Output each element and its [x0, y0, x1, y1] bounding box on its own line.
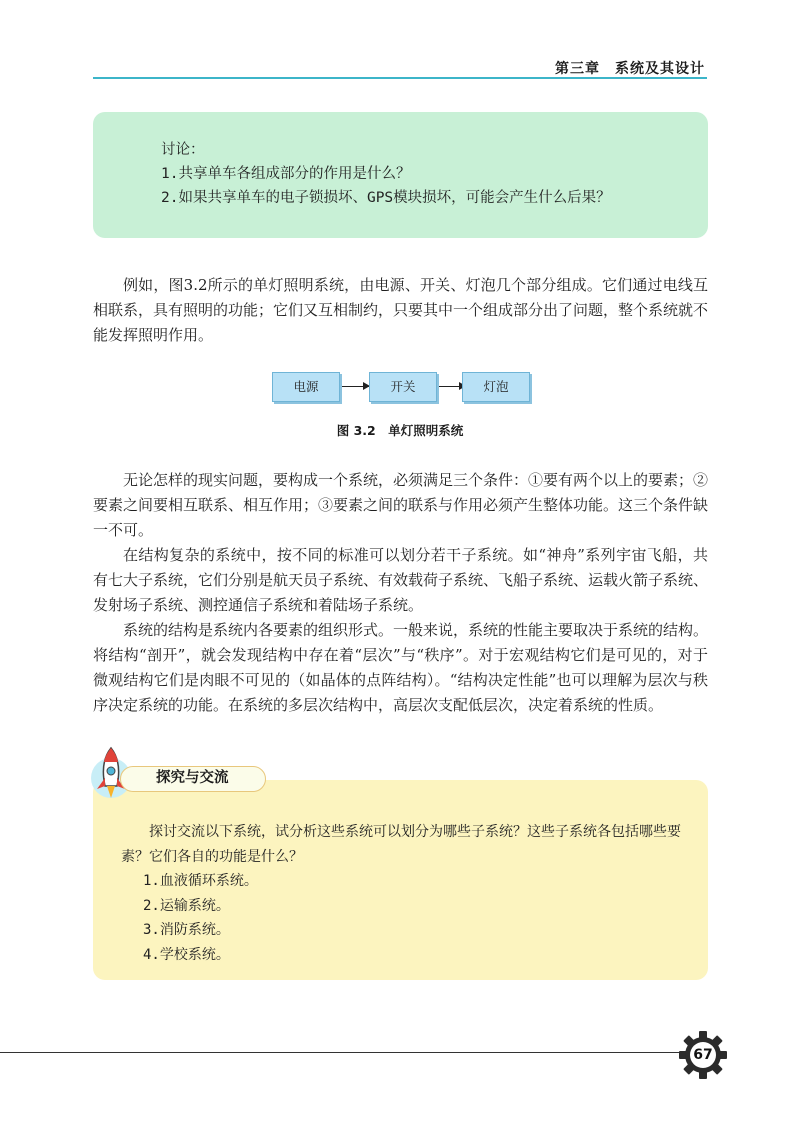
flow-arrow-1	[342, 386, 369, 387]
explore-tag: 探究与交流	[120, 766, 266, 792]
explore-intro: 探讨交流以下系统，试分析这些系统可以划分为哪些子系统？这些子系统各包括哪些要素？它们各自的功能是什么？	[121, 824, 681, 865]
explore-content	[93, 820, 708, 967]
paragraph-structure: 系统的结构是系统内各要素的组织形式。一般来说，系统的性能主要取决于系统的结构。将结构“剖开”，就会发现结构中存在着“层次”与“秩序”。对于宏观结构它们是可见的，对于微观结构它们是肉眼不可见的（如晶体的点阵结构）。“结构决定性能”也可以理解为层次与秩序决定系统的功能。在系统的多层次结构中，高层次支配低层次，决定着系统的性质。	[93, 621, 709, 714]
paragraph-conditions: 无论怎样的现实问题，要构成一个系统，必须满足三个条件：①要有两个以上的要素；②要素之间要相互联系、相互作用；③要素之间的联系与作用必须产生整体功能。这三个条件缺一不可。	[93, 471, 709, 539]
discussion-question-2: 2.如果共享单车的电子锁损坏、GPS模块损坏，可能会产生什么后果？	[161, 190, 611, 206]
paragraph-example: 例如，图3.2所示的单灯照明系统，由电源、开关、灯泡几个部分组成。它们通过电线互相联系，具有照明的功能；它们又互相制约，只要其中一个组成部分出了问题，整个系统就不能发挥照明作用。	[93, 276, 709, 344]
flow-box-switch: 开关	[369, 372, 437, 402]
explore-item-3: 3.消防系统。	[143, 922, 230, 938]
header-rule	[93, 77, 707, 79]
discussion-box	[93, 112, 708, 238]
explore-item-1: 1.血液循环系统。	[143, 873, 258, 889]
discussion-question-1: 1.共享单车各组成部分的作用是什么？	[161, 166, 411, 182]
footer-rule	[0, 1052, 690, 1053]
explore-item-4: 4.学校系统。	[143, 946, 230, 963]
paragraph-subsystems: 在结构复杂的系统中，按不同的标准可以划分若干子系统。如“神舟”系列宇宙飞船，共有七大子系统，它们分别是航天员子系统、有效载荷子系统、飞船子系统、运载火箭子系统、发射场子系统、测控通信子系统和着陆场子系统。	[93, 546, 709, 614]
page-number: 67	[693, 1047, 713, 1063]
flow-box-bulb: 灯泡	[462, 372, 530, 402]
chapter-title: 第三章 系统及其设计	[555, 61, 705, 77]
figure-caption: 图 3.2 单灯照明系统	[336, 423, 464, 438]
explore-item-2: 2.运输系统。	[143, 897, 230, 914]
figure-3-2-diagram	[272, 372, 532, 406]
discussion-title: 讨论：	[161, 142, 205, 158]
flow-box-power: 电源	[272, 372, 340, 402]
